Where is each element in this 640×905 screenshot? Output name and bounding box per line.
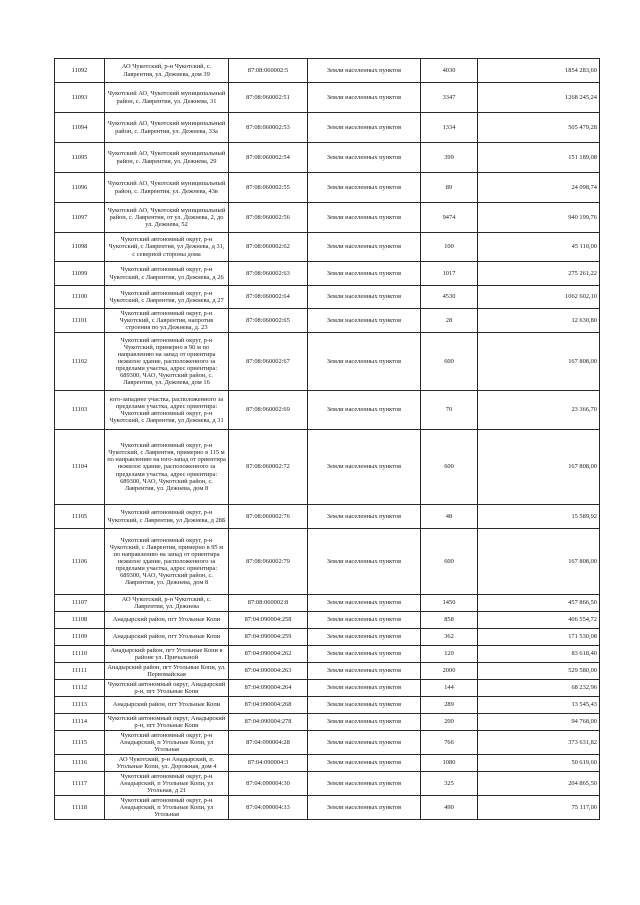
table-row (55, 113, 600, 143)
table-row (55, 262, 600, 286)
table-row (55, 233, 600, 262)
cadastral-number-cell: 87:04:090004:278 (229, 714, 308, 731)
row-number-cell: 11099 (55, 262, 105, 286)
table-row (55, 697, 600, 714)
cadastral-number-cell: 87:08:060002:67 (229, 333, 308, 391)
table-row (55, 714, 600, 731)
table-row (55, 286, 600, 309)
area-cell: 1080 (421, 755, 478, 772)
cadastral-number-cell: 87:04:090004:262 (229, 646, 308, 663)
table-row (55, 595, 600, 612)
document-page (54, 58, 599, 820)
land-category-cell: Земли населенных пунктов (308, 646, 421, 663)
cadastral-value-cell: 45 110,00 (478, 233, 600, 262)
land-category-cell: Земли населенных пунктов (308, 173, 421, 203)
area-cell: 600 (421, 430, 478, 505)
cadastral-number-cell: 87:08:060002:62 (229, 233, 308, 262)
address-cell: Чукотский автономный округ, р-н Чукотский, с Лаврентия, ул Дежнева, д 31, с северной стороны дома (105, 233, 229, 262)
land-category-cell: Земли населенных пунктов (308, 286, 421, 309)
land-category-cell: Земли населенных пунктов (308, 680, 421, 697)
area-cell: 200 (421, 714, 478, 731)
cadastral-value-cell: 68 232,96 (478, 680, 600, 697)
table-row (55, 612, 600, 629)
cadastral-value-cell: 457 866,50 (478, 595, 600, 612)
area-cell: 3347 (421, 83, 478, 113)
area-cell: 2000 (421, 663, 478, 680)
land-category-cell: Земли населенных пунктов (308, 755, 421, 772)
area-cell: 48 (421, 505, 478, 529)
cadastral-number-cell: 87:08:060002:55 (229, 173, 308, 203)
row-number-cell: 11103 (55, 391, 105, 430)
address-cell: АО Чукотский, р-н Анадырский, п. Угольные Копи, ул. Дорожная, дом 4 (105, 755, 229, 772)
table-row (55, 731, 600, 755)
row-number-cell: 11108 (55, 612, 105, 629)
row-number-cell: 11094 (55, 113, 105, 143)
address-cell: Чукотский автономный округ, р-н Анадырский, п Угольные Копи, ул Угольная (105, 796, 229, 820)
cadastral-value-cell: 50 619,60 (478, 755, 600, 772)
address-cell: Анадырский район, пгт Угольные Копи, ул. Первомайская (105, 663, 229, 680)
address-cell: Чукотский АО, Чукотский муниципальный район, с. Лаврентия, ул. Дежнева, 29 (105, 143, 229, 173)
address-cell: Чукотский автономный округ, р-н Анадырский, п Угольные Копи, ул Угольная, д 21 (105, 772, 229, 796)
land-category-cell: Земли населенных пунктов (308, 796, 421, 820)
row-number-cell: 11118 (55, 796, 105, 820)
area-cell: 1017 (421, 262, 478, 286)
address-cell: Чукотский автономный округ, р-н Анадырский, п Угольные Копи, ул Угольная (105, 731, 229, 755)
table-row (55, 755, 600, 772)
address-cell: юго-западнее участка, расположенного за пределами участка, адрес ориентира: Чукотский автономный округ, р-н Чукотский, с Лаврентия, ул Дежнева, д 31 (105, 391, 229, 430)
area-cell: 490 (421, 796, 478, 820)
cadastral-number-cell: 87:08:060002:64 (229, 286, 308, 309)
area-cell: 362 (421, 629, 478, 646)
row-number-cell: 11097 (55, 203, 105, 233)
cadastral-number-cell: 87:08:060002:76 (229, 505, 308, 529)
table-row (55, 59, 600, 83)
row-number-cell: 11106 (55, 529, 105, 595)
table-row (55, 173, 600, 203)
area-cell: 4030 (421, 59, 478, 83)
cadastral-number-cell: 87:04:090004:3 (229, 755, 308, 772)
area-cell: 1334 (421, 113, 478, 143)
land-category-cell: Земли населенных пунктов (308, 333, 421, 391)
table-row (55, 646, 600, 663)
land-category-cell: Земли населенных пунктов (308, 505, 421, 529)
cadastral-number-cell: 87:08:060002:65 (229, 309, 308, 333)
area-cell: 144 (421, 680, 478, 697)
cadastral-number-cell: 87:08:060002:63 (229, 262, 308, 286)
row-number-cell: 11098 (55, 233, 105, 262)
table-row (55, 430, 600, 505)
address-cell: Чукотский АО, Чукотский муниципальный район, с. Лаврентия, ул. Дежнева, 33а (105, 113, 229, 143)
area-cell: 100 (421, 233, 478, 262)
area-cell: 600 (421, 529, 478, 595)
address-cell: Анадырский район, пгт Угольные Копи (105, 629, 229, 646)
area-cell: 1450 (421, 595, 478, 612)
area-cell: 399 (421, 143, 478, 173)
cadastral-value-cell: 13 545,43 (478, 697, 600, 714)
cadastral-number-cell: 87:08:060002:72 (229, 430, 308, 505)
land-category-cell: Земли населенных пунктов (308, 309, 421, 333)
cadastral-value-cell: 167 808,00 (478, 529, 600, 595)
row-number-cell: 11102 (55, 333, 105, 391)
row-number-cell: 11104 (55, 430, 105, 505)
land-category-cell: Земли населенных пунктов (308, 59, 421, 83)
cadastral-value-cell: 94 768,00 (478, 714, 600, 731)
address-cell: Анадырский район, пгт Угольные Копи в районе ул. Причальной (105, 646, 229, 663)
row-number-cell: 11095 (55, 143, 105, 173)
area-cell: 766 (421, 731, 478, 755)
table-row (55, 772, 600, 796)
area-cell: 28 (421, 309, 478, 333)
table-row (55, 629, 600, 646)
cadastral-value-cell: 1854 283,60 (478, 59, 600, 83)
area-cell: 289 (421, 697, 478, 714)
land-category-cell: Земли населенных пунктов (308, 83, 421, 113)
area-cell: 120 (421, 646, 478, 663)
cadastral-number-cell: 87:08:060002:54 (229, 143, 308, 173)
table-row (55, 680, 600, 697)
cadastral-value-cell: 75 117,00 (478, 796, 600, 820)
row-number-cell: 11109 (55, 629, 105, 646)
land-category-cell: Земли населенных пунктов (308, 595, 421, 612)
table-row (55, 663, 600, 680)
cadastral-value-cell: 171 530,08 (478, 629, 600, 646)
land-category-cell: Земли населенных пунктов (308, 233, 421, 262)
area-cell: 70 (421, 391, 478, 430)
cadastral-value-cell: 505 479,28 (478, 113, 600, 143)
cadastral-value-cell: 167 808,00 (478, 430, 600, 505)
cadastral-value-cell: 167 808,00 (478, 333, 600, 391)
cadastral-number-cell: 87:04:090004:264 (229, 680, 308, 697)
cadastral-number-cell: 87:04:090004:258 (229, 612, 308, 629)
row-number-cell: 11113 (55, 697, 105, 714)
address-cell: Чукотский автономный округ, р-н Чукотский, с Лаврентия, напротив строения по ул.Дежнева, д. 23 (105, 309, 229, 333)
cadastral-number-cell: 87:08:060002:79 (229, 529, 308, 595)
table-row (55, 505, 600, 529)
land-category-cell: Земли населенных пунктов (308, 697, 421, 714)
land-category-cell: Земли населенных пунктов (308, 731, 421, 755)
address-cell: Чукотский автономный округ, р-н Чукотский, с Лаврентия, ул Дежнева, д 28Б (105, 505, 229, 529)
cadastral-value-cell: 15 589,92 (478, 505, 600, 529)
land-category-cell: Земли населенных пунктов (308, 529, 421, 595)
address-cell: АО Чукотский, р-н Чукотский, с. Лаврентия, ул. Дежнева (105, 595, 229, 612)
cadastral-value-cell: 204 865,50 (478, 772, 600, 796)
address-cell: Анадырский район, пгт Угольные Копи (105, 697, 229, 714)
cadastral-number-cell: 87:04:090004:28 (229, 731, 308, 755)
cadastral-value-cell: 373 631,82 (478, 731, 600, 755)
table-row (55, 83, 600, 113)
cadastral-number-cell: 87:08:060002:8 (229, 595, 308, 612)
cadastral-number-cell: 87:08:060002:51 (229, 83, 308, 113)
row-number-cell: 11096 (55, 173, 105, 203)
row-number-cell: 11101 (55, 309, 105, 333)
area-cell: 9474 (421, 203, 478, 233)
address-cell: Чукотский автономный округ, Анадырский р-н, пгт Угольные Копи (105, 680, 229, 697)
cadastral-value-cell: 1268 245,24 (478, 83, 600, 113)
cadastral-value-cell: 529 580,00 (478, 663, 600, 680)
land-category-cell: Земли населенных пунктов (308, 113, 421, 143)
address-cell: Чукотский автономный округ, р-н Чукотский, с Лаврентия, примерно в 95 м по направлению на запад от ориентира нежилое здание, расположенного за пределами участка, адрес ориентира: 689300, ЧАО, Чукотский район, с. Лаврентия, ул. Дежнева, дом 8 (105, 529, 229, 595)
cadastral-value-cell: 275 261,22 (478, 262, 600, 286)
address-cell: Чукотский АО, Чукотский муниципальный район, с. Лаврентия, ул. Дежнева, 31 (105, 83, 229, 113)
row-number-cell: 11093 (55, 83, 105, 113)
address-cell: Чукотский автономный округ, р-н Чукотский, с Лаврентия, ул Дежнева, д 27 (105, 286, 229, 309)
cadastral-number-cell: 87:08:060002:53 (229, 113, 308, 143)
row-number-cell: 11111 (55, 663, 105, 680)
cadastral-value-cell: 23 366,70 (478, 391, 600, 430)
land-category-cell: Земли населенных пунктов (308, 143, 421, 173)
address-cell: Чукотский автономный округ, Анадырский р-н, пгт Угольные Копи (105, 714, 229, 731)
cadastral-number-cell: 87:08:060002:56 (229, 203, 308, 233)
cadastral-number-cell: 87:04:090004:30 (229, 772, 308, 796)
cadastral-value-cell: 24 098,74 (478, 173, 600, 203)
cadastral-number-cell: 87:04:090004:263 (229, 663, 308, 680)
row-number-cell: 11117 (55, 772, 105, 796)
cadastral-number-cell: 87:08:060002:69 (229, 391, 308, 430)
land-parcels-table (54, 58, 600, 820)
table-row (55, 529, 600, 595)
table-row (55, 333, 600, 391)
land-category-cell: Земли населенных пунктов (308, 262, 421, 286)
address-cell: Анадырский район, пгт Угольные Копи (105, 612, 229, 629)
area-cell: 858 (421, 612, 478, 629)
cadastral-number-cell: 87:04:090004:259 (229, 629, 308, 646)
land-category-cell: Земли населенных пунктов (308, 663, 421, 680)
cadastral-number-cell: 87:08:060002:5 (229, 59, 308, 83)
cadastral-number-cell: 87:04:090004:268 (229, 697, 308, 714)
area-cell: 600 (421, 333, 478, 391)
address-cell: Чукотский автономный округ, р-н Чукотский, примерно в 90 м по направлению на запад от ориентира нежилое здание, расположенного за пределами участка, адрес ориентира: 689300, ЧАО, Чукотский район, с. Лаврентия, ул. Дежнева, дом 16 (105, 333, 229, 391)
address-cell: АО Чукотский, р-н Чукотский, с. Лаврентия, ул. Дежнева, дом 39 (105, 59, 229, 83)
cadastral-value-cell: 940 199,76 (478, 203, 600, 233)
address-cell: Чукотский АО, Чукотский муниципальный район, с. Лаврентия, ул. Дежнева, 43в (105, 173, 229, 203)
land-category-cell: Земли населенных пунктов (308, 391, 421, 430)
row-number-cell: 11114 (55, 714, 105, 731)
land-category-cell: Земли населенных пунктов (308, 612, 421, 629)
area-cell: 325 (421, 772, 478, 796)
land-category-cell: Земли населенных пунктов (308, 629, 421, 646)
table-row (55, 143, 600, 173)
table-row (55, 796, 600, 820)
cadastral-number-cell: 87:04:090004:33 (229, 796, 308, 820)
row-number-cell: 11110 (55, 646, 105, 663)
address-cell: Чукотский автономный округ, р-н Чукотский, с Лаврентия, примерно в 115 м по направлению на юго-запад от ориентира нежилое здание, расположенного за пределами участка, адрес ориентира: 689300, ЧАО, Чукотский район, с. Лаврентия, ул. Дежнева, дом 8 (105, 430, 229, 505)
cadastral-value-cell: 151 189,08 (478, 143, 600, 173)
land-category-cell: Земли населенных пунктов (308, 772, 421, 796)
land-category-cell: Земли населенных пунктов (308, 430, 421, 505)
row-number-cell: 11105 (55, 505, 105, 529)
row-number-cell: 11116 (55, 755, 105, 772)
row-number-cell: 11100 (55, 286, 105, 309)
row-number-cell: 11115 (55, 731, 105, 755)
address-cell: Чукотский АО, Чукотский муниципальный район, с. Лаврентия, от ул. Дежнева, 2, до ул. Дежнева, 52 (105, 203, 229, 233)
table-row (55, 391, 600, 430)
address-cell: Чукотский автономный округ, р-н Чукотский, с Лаврентия, ул Дежнева, д 26 (105, 262, 229, 286)
cadastral-value-cell: 12 630,80 (478, 309, 600, 333)
cadastral-value-cell: 83 618,40 (478, 646, 600, 663)
cadastral-value-cell: 406 554,72 (478, 612, 600, 629)
table-row (55, 203, 600, 233)
land-category-cell: Земли населенных пунктов (308, 203, 421, 233)
table-body (55, 59, 600, 820)
area-cell: 89 (421, 173, 478, 203)
row-number-cell: 11092 (55, 59, 105, 83)
table-row (55, 309, 600, 333)
row-number-cell: 11112 (55, 680, 105, 697)
area-cell: 4530 (421, 286, 478, 309)
land-category-cell: Земли населенных пунктов (308, 714, 421, 731)
cadastral-value-cell: 1062 602,10 (478, 286, 600, 309)
row-number-cell: 11107 (55, 595, 105, 612)
